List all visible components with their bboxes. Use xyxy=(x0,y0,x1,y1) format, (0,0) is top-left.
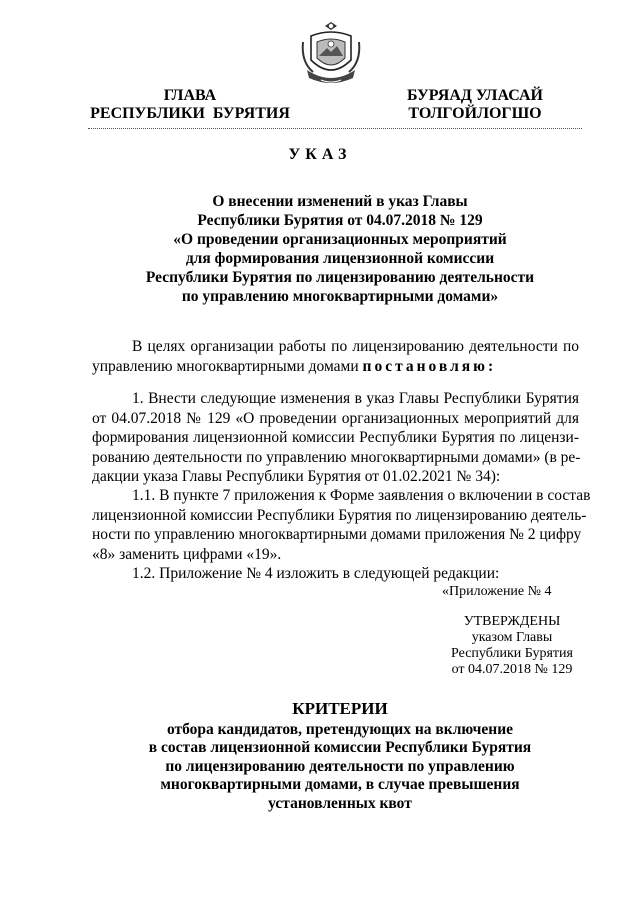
issuer-header-ru xyxy=(78,87,302,123)
item-1-1-paragraph xyxy=(92,486,591,564)
preamble-paragraph xyxy=(92,337,579,376)
appendix-approval-block xyxy=(442,584,622,678)
document-title xyxy=(100,192,580,306)
criteria-line: многоквартирными домами, в случае превышения xyxy=(160,776,520,793)
approved-by: указом Главы xyxy=(471,630,553,645)
item-1-1-line: лицензионной комиссии Республики Бурятия по лицензированию деятель- xyxy=(92,506,587,524)
item-1-line: 1. Внести следующие изменения в указ Главы Республики Бурятия xyxy=(132,390,579,407)
approved-date: от 04.07.2018 № 129 xyxy=(451,662,573,677)
issuer-region-ru: РЕСПУБЛИКИ БУРЯТИЯ xyxy=(90,105,290,122)
decree-verb: постановляю: xyxy=(362,357,497,375)
header-divider xyxy=(88,128,582,129)
item-1-1-line: ности по управлению многоквартирными домами приложения № 2 цифру xyxy=(92,526,582,543)
item-1-1-line: «8» заменить цифрами «19». xyxy=(92,545,282,563)
document-type: УКАЗ xyxy=(288,146,352,163)
item-1-line: формирования лицензионной комиссии Республики Бурятия по лицензи- xyxy=(92,429,579,446)
criteria-line: установленных квот xyxy=(268,794,412,812)
item-1-paragraph xyxy=(92,389,579,487)
criteria-line: в состав лицензионной комиссии Республики Бурятия xyxy=(148,739,532,756)
item-1-line: от 04.07.2018 № 129 «О проведении организационных мероприятий для xyxy=(92,409,579,427)
issuer-title-ru: ГЛАВА xyxy=(163,87,217,104)
title-line: Республики Бурятия по лицензированию деятельности xyxy=(145,269,535,286)
item-1-1-line: 1.1. В пункте 7 приложения к Форме заявления о включении в состав xyxy=(132,487,591,504)
item-1-2-line: 1.2. Приложение № 4 изложить в следующей редакции: xyxy=(132,565,500,582)
item-1-line: рованию деятельности по управлению многоквартирными домами» (в ре- xyxy=(92,448,581,466)
coat-of-arms-emblem xyxy=(297,20,365,86)
approved-republic: Республики Бурятия xyxy=(451,646,573,661)
title-line: «О проведении организационных мероприятий xyxy=(173,231,507,248)
preamble-line: В целях организации работы по лицензированию деятельности по xyxy=(132,338,579,355)
approved-label: УТВЕРЖДЕНЫ xyxy=(463,614,561,629)
preamble-text: управлению многоквартирными домами xyxy=(92,357,363,375)
title-line: О внесении изменений в указ Главы xyxy=(212,193,468,210)
issuer-region-bur: БУРЯАД УЛАСАЙ xyxy=(407,87,543,104)
preamble-line xyxy=(92,357,579,377)
criteria-line: по лицензированию деятельности по управлению xyxy=(165,757,515,775)
criteria-line: отбора кандидатов, претендующих на включение xyxy=(166,720,514,738)
issuer-header-bur xyxy=(380,87,570,123)
item-1-line: дакции указа Главы Республики Бурятия от 01.02.2021 № 34): xyxy=(92,468,501,485)
criteria-heading: КРИТЕРИИ xyxy=(292,699,388,718)
title-line: по управлению многоквартирными домами» xyxy=(181,288,499,305)
criteria-title xyxy=(100,700,580,813)
appendix-label: «Приложение № 4 xyxy=(442,584,552,599)
item-1-2-paragraph xyxy=(92,564,579,584)
title-line: для формирования лицензионной комиссии xyxy=(185,250,495,267)
issuer-title-bur: ТОЛГОЙЛОГШО xyxy=(408,105,542,122)
title-line: Республики Бурятия от 04.07.2018 № 129 xyxy=(197,212,483,229)
